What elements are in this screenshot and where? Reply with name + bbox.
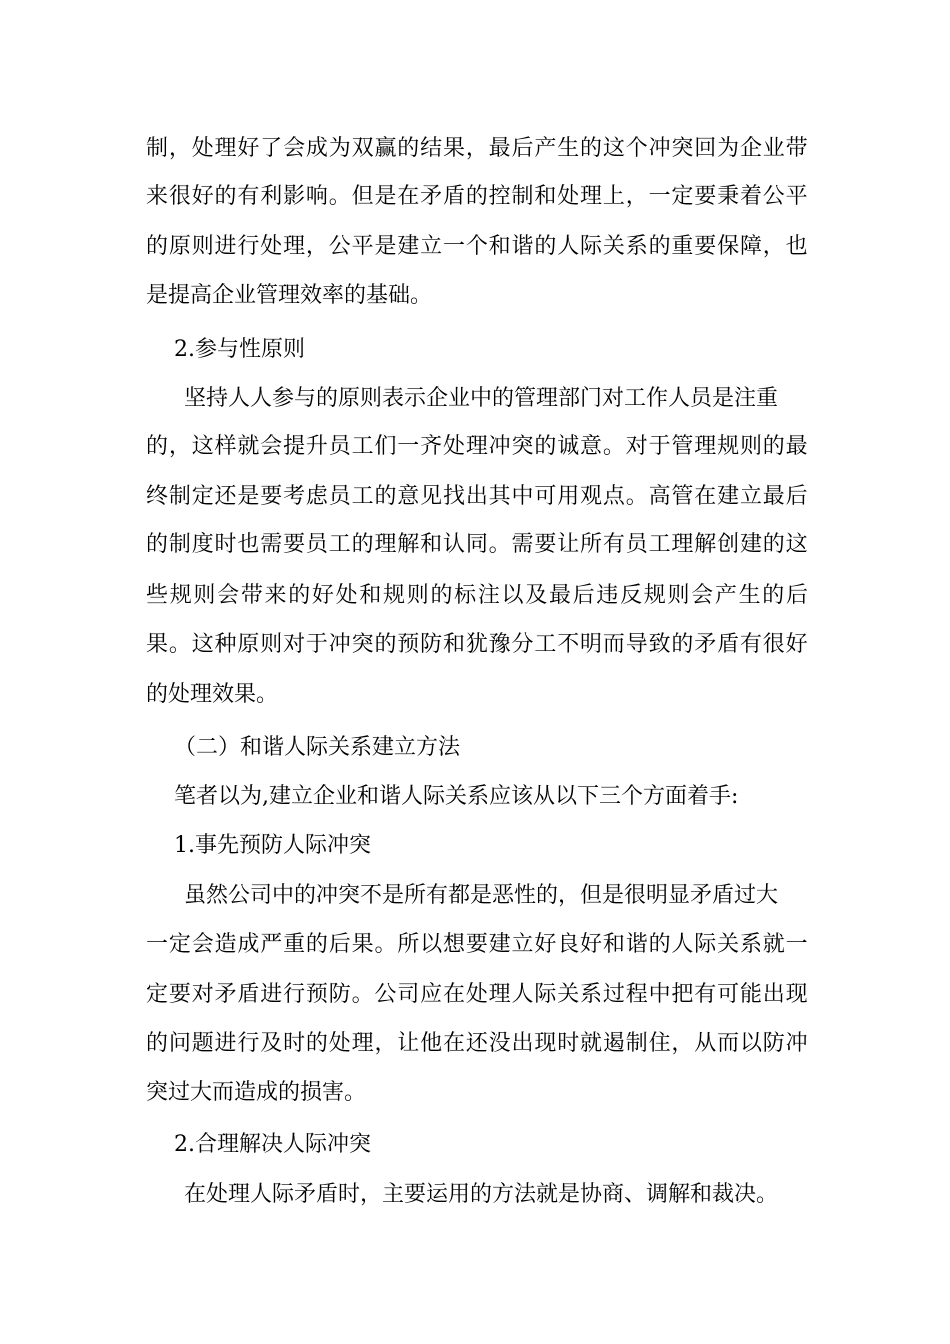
text-line: 的 ， 这 样 就 会 提 升 员 工 们 一 齐 处 理 冲 突 的 诚 意 。 对 于 管 理 规 则 的 最 (146, 434, 808, 459)
text-line: 终 制 定 还 是 要 考 虑 员 工 的 意 见 找 出 其 中 可 用 观 点 。 高 管 在 建 立 最 后 (146, 484, 808, 509)
text-line: 的 问 题 进 行 及 时 的 处 理 ， 让 他 在 还 没 出 现 时 就 遏 制 住 ， 从 而 以 防 冲 (146, 1031, 808, 1056)
text-line: 来 很 好 的 有 利 影 响 。 但 是 在 矛 盾 的 控 制 和 处 理 上 ， 一 定 要 秉 着 公 平 (146, 184, 808, 209)
text-line: 一 定 会 造 成 严 重 的 后 果 。 所 以 想 要 建 立 好 良 好 和 谐 的 人 际 关 系 就 一 (146, 932, 808, 957)
text-line: 果 。 这 种 原 则 对 于 冲 突 的 预 防 和 犹 豫 分 工 不 明 而 导 致 的 矛 盾 有 很 好 (146, 632, 808, 657)
text-line: 制 ， 处 理 好 了 会 成 为 双 赢 的 结 果 ， 最 后 产 生 的 这 个 冲 突 回 为 企 业 带 (146, 136, 808, 161)
text-line: 些 规 则 会 带 来 的 好 处 和 规 则 的 标 注 以 及 最 后 违 反 规 则 会 产 生 的 后 (146, 583, 808, 608)
text-line: 坚持人人参与的原则表示企业中的管理部门对工作人员是注重 (184, 386, 779, 411)
section-heading: 1.事先预防人际冲突 (174, 833, 371, 858)
text-line: 在处理人际矛盾时，主要运用的方法就是协商、调解和裁决。 (184, 1182, 779, 1207)
section-heading: 2.参与性原则 (174, 337, 305, 362)
text-line: 笔者以为,建立企业和谐人际关系应该从以下三个方面着手: (174, 784, 739, 809)
section-heading: 2.合理解决人际冲突 (174, 1132, 371, 1157)
text-line: 定 要 对 矛 盾 进 行 预 防 。 公 司 应 在 处 理 人 际 关 系 过 程 中 把 有 可 能 出 现 (146, 982, 808, 1007)
text-line: 是提高企业管理效率的基础。 (146, 283, 433, 308)
text-line: 突过大而造成的损害。 (146, 1080, 367, 1105)
text-line: 的处理效果。 (146, 682, 279, 707)
text-line: 的 原 则 进 行 处 理 ， 公 平 是 建 立 一 个 和 谐 的 人 际 关 系 的 重 要 保 障 ， 也 (146, 234, 808, 259)
section-heading: （二）和谐人际关系建立方法 (174, 735, 461, 760)
text-line: 虽然公司中的冲突不是所有都是恶性的，但是很明显矛盾过大 (184, 883, 779, 908)
text-line: 的 制 度 时 也 需 要 员 工 的 理 解 和 认 同 。 需 要 让 所 有 员 工 理 解 创 建 的 这 (146, 532, 808, 557)
